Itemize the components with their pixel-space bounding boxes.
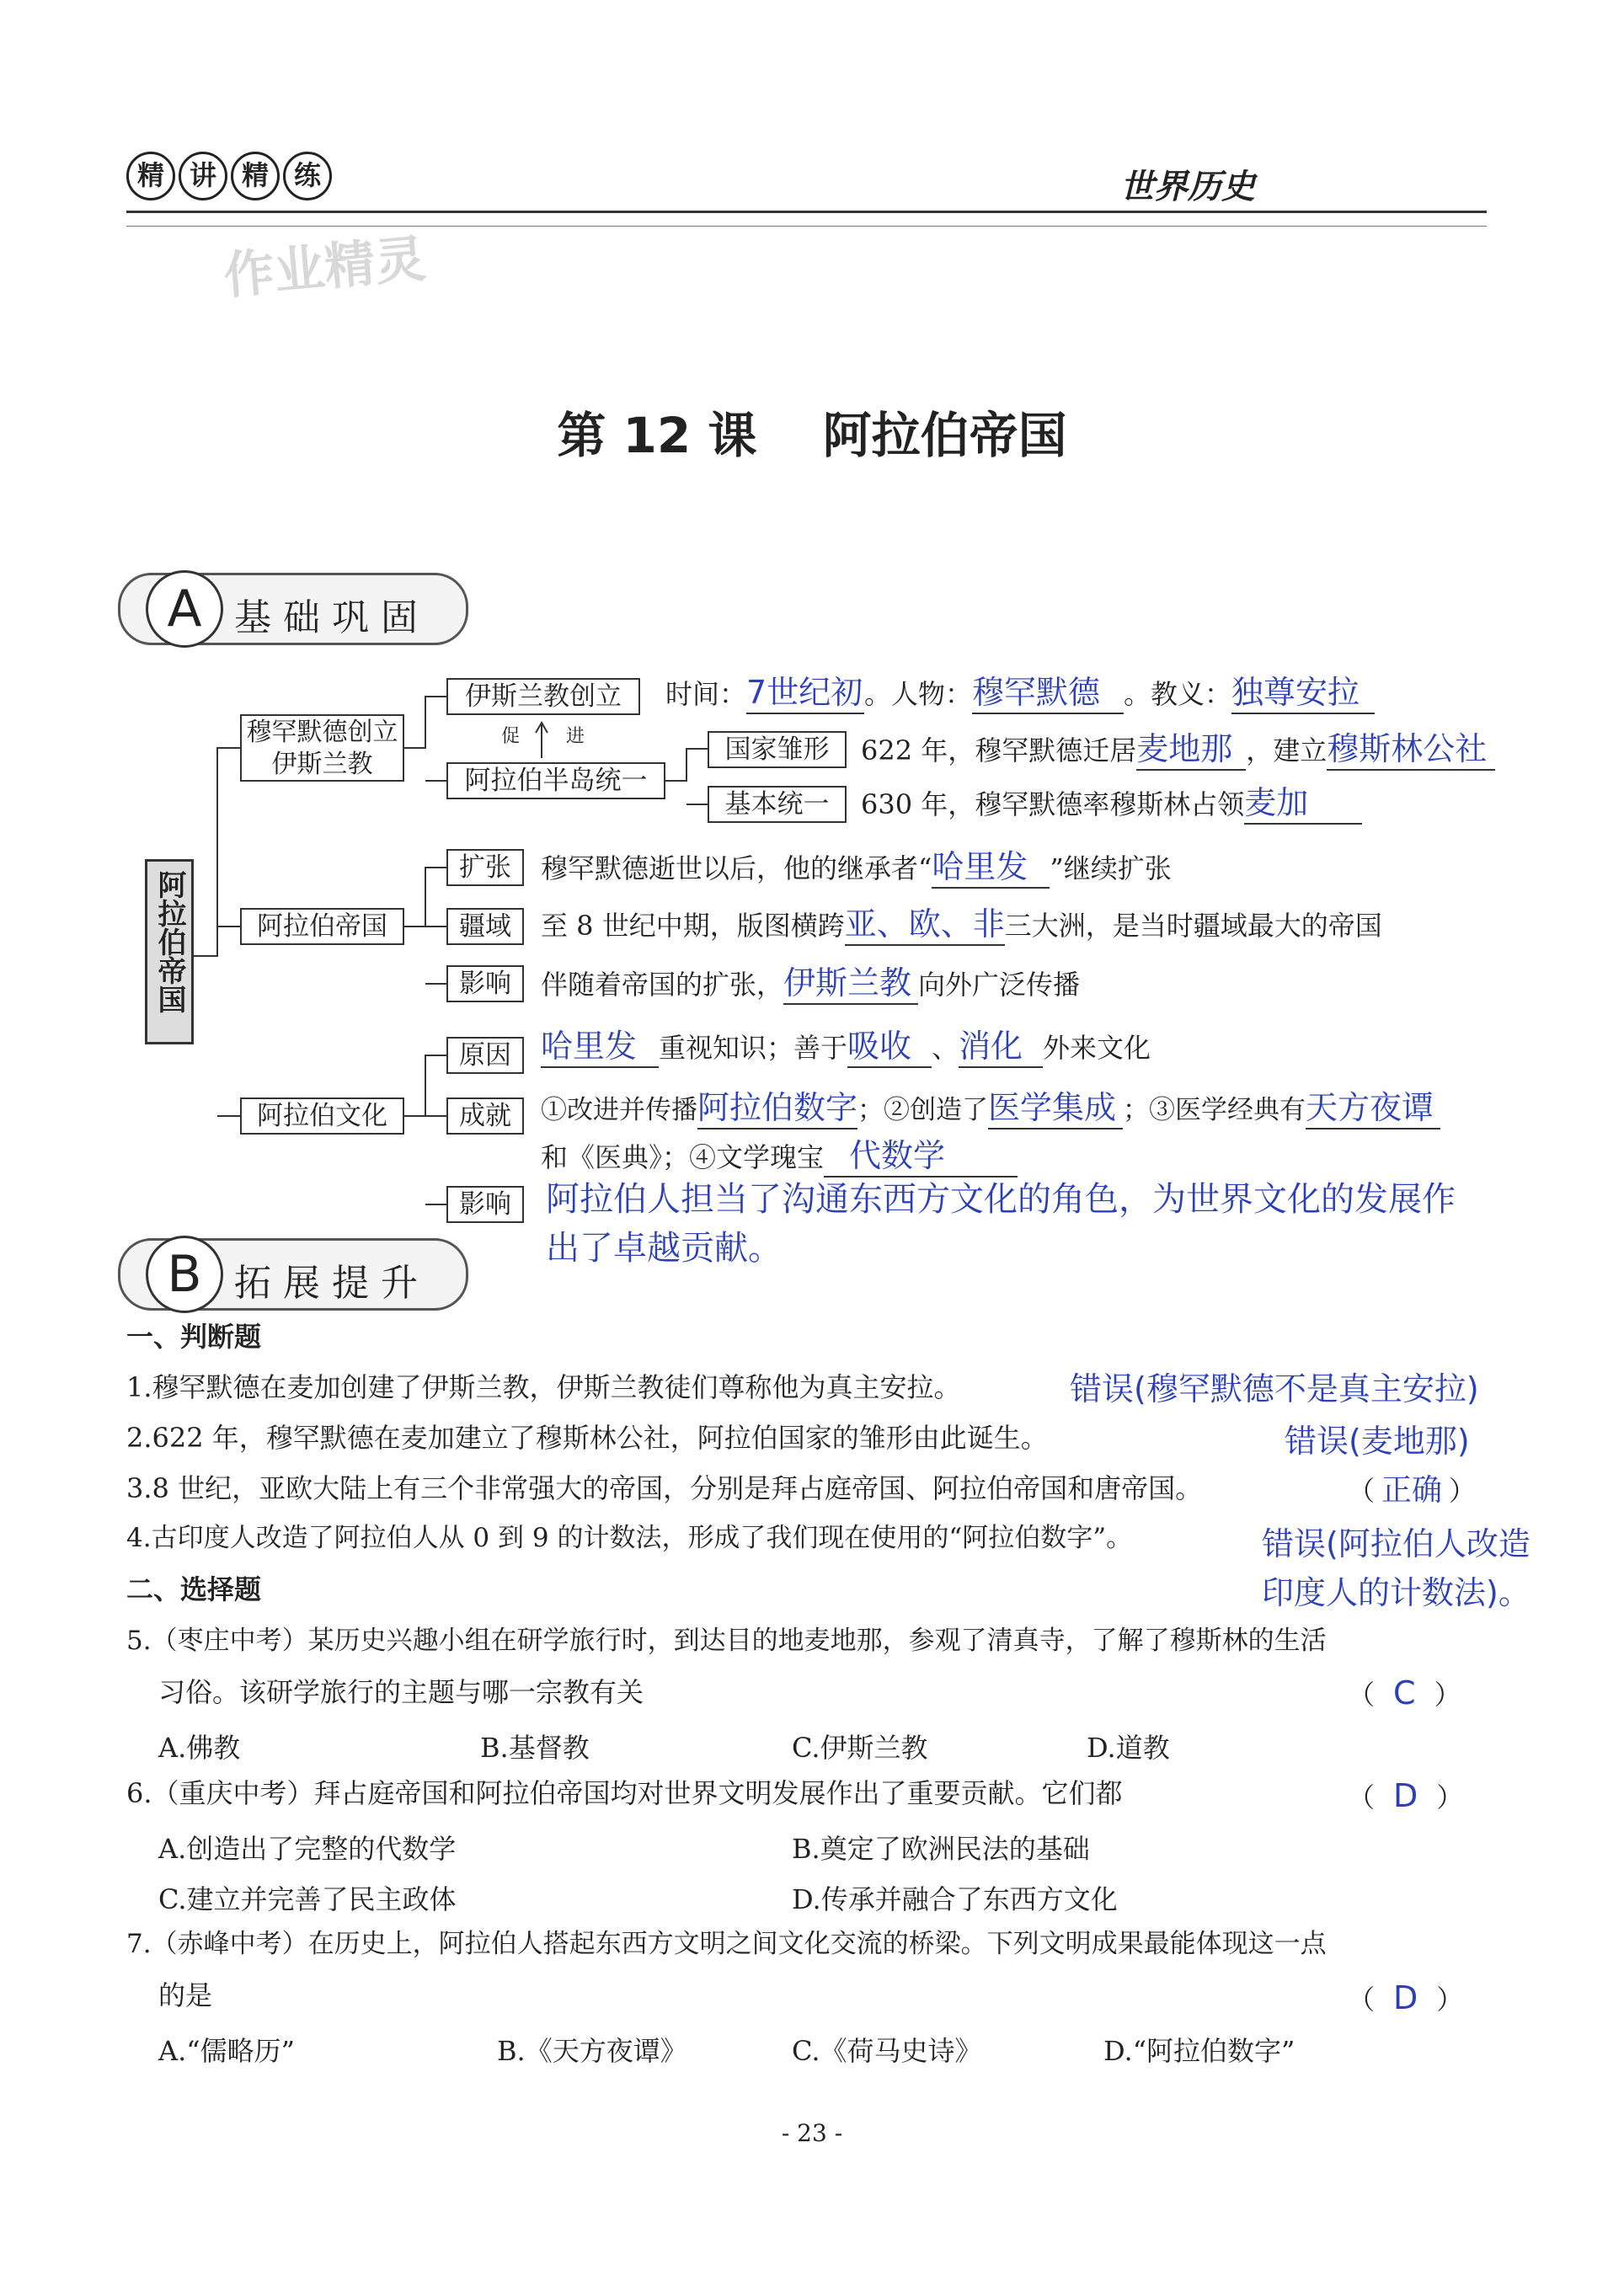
label-promote: 促 [501, 726, 521, 747]
q5-paren: （ C ） [1348, 1674, 1461, 1712]
line-influence: 伴随着帝国的扩张，伊斯兰教 向外广泛传播 [541, 964, 1080, 1005]
ans-absorb: 吸收 [847, 1028, 932, 1068]
section-b-letter: B [146, 1236, 223, 1313]
line-achievement-2: 和《医典》；④文学瑰宝 代数学 [541, 1137, 1018, 1178]
judge-ans-3: 正确 [1381, 1473, 1443, 1508]
ans-doctrine: 独尊安拉 [1231, 674, 1375, 714]
q7-option-a[interactable]: A.“儒略历” [158, 2035, 296, 2067]
judge-ans-2: 错误(麦地那) [1285, 1423, 1470, 1460]
ans-time: 7世纪初 [746, 674, 864, 714]
line-islam: 时间：7世纪初。人物：穆罕默德 。教义：独尊安拉 [665, 674, 1375, 714]
page-title: 第 12 课 阿拉伯帝国 [557, 407, 1067, 464]
judge-paren-3: （ 正确 ） [1348, 1473, 1477, 1508]
ans-caliph: 哈里发 [932, 848, 1050, 889]
badge-char: 练 [283, 152, 332, 200]
ans-islam: 伊斯兰教 [783, 964, 918, 1005]
node-reason: 原因 [446, 1037, 524, 1074]
judge-item-1: 1.穆罕默德在麦加创建了伊斯兰教，伊斯兰教徒们尊称他为真主安拉。 [126, 1371, 961, 1403]
ans-arabian-nights: 天方夜谭 [1306, 1089, 1440, 1129]
judge-heading: 一、判断题 [126, 1321, 262, 1353]
q5-answer: C [1393, 1674, 1416, 1712]
q5-option-c[interactable]: C.伊斯兰教 [792, 1732, 928, 1764]
node-unification: 阿拉伯半岛统一 [446, 762, 665, 799]
q5-option-d[interactable]: D.道教 [1087, 1732, 1170, 1764]
line-achievement: ①改进并传播阿拉伯数字；②创造了医学集成 ；③医学经典有天方夜谭 [541, 1089, 1440, 1129]
ans-commune: 穆斯林公社 [1327, 730, 1495, 771]
ans-caliph-2: 哈里发 [541, 1028, 659, 1068]
ans-medina: 麦地那 [1136, 730, 1246, 771]
q6-option-a[interactable]: A.创造出了完整的代数学 [158, 1833, 457, 1865]
node-culture: 阿拉伯文化 [240, 1097, 404, 1135]
node-basic-unification: 基本统一 [708, 786, 847, 823]
node-influence: 影响 [446, 965, 524, 1002]
q7-line-2: 的是 [158, 1979, 213, 2011]
q7-paren: （ D ） [1348, 1979, 1464, 2016]
section-b-banner [118, 1238, 468, 1311]
ans-arabic-numerals: 阿拉伯数字 [697, 1089, 857, 1129]
node-state-prototype: 国家雏形 [708, 731, 847, 768]
q6-answer: D [1393, 1777, 1418, 1814]
ans-person: 穆罕默德 [972, 674, 1124, 714]
judge-item-2: 2.622 年，穆罕默德在麦加建立了穆斯林公社，阿拉伯国家的雏形由此诞生。 [126, 1422, 1048, 1454]
line-territory: 至 8 世纪中期，版图横跨亚、欧、非三大洲，是当时疆域最大的帝国 [541, 905, 1382, 946]
node-empire: 阿拉伯帝国 [240, 908, 404, 945]
ans-digest: 消化 [959, 1028, 1043, 1068]
q7-option-c[interactable]: C.《荷马史诗》 [792, 2035, 982, 2067]
ans-algebra: 代数学 [824, 1137, 1018, 1178]
judge-item-3: 3.8 世纪，亚欧大陆上有三个非常强大的帝国，分别是拜占庭帝国、阿拉伯帝国和唐帝国。 [126, 1472, 1203, 1504]
judge-ans-4b: 印度人的计数法)。 [1262, 1574, 1531, 1611]
q7-option-b[interactable]: B.《天方夜谭》 [497, 2035, 687, 2067]
line-622: 622 年，穆罕默德迁居麦地那 ，建立穆斯林公社 [861, 730, 1495, 771]
q7-option-d[interactable]: D.“阿拉伯数字” [1103, 2035, 1295, 2067]
section-a-letter: A [146, 570, 223, 648]
node-culture-influence: 影响 [446, 1186, 524, 1223]
mindmap-root [145, 859, 194, 1044]
ans-continents: 亚、欧、非 [845, 905, 1005, 946]
section-b-label: 拓 展 提 升 [234, 1262, 418, 1305]
watermark: 作业精灵 [221, 229, 429, 307]
node-expansion: 扩张 [446, 849, 524, 886]
ans-mecca: 麦加 [1244, 784, 1362, 825]
q5-option-b[interactable]: B.基督教 [480, 1732, 590, 1764]
badge-char: 讲 [179, 152, 227, 200]
q6-option-d[interactable]: D.传承并融合了东西方文化 [792, 1883, 1118, 1915]
label-advance: 进 [566, 726, 585, 747]
q5-line-1: 5.（枣庄中考）某历史兴趣小组在研学旅行时，到达目的地麦地那，参观了清真寺，了解了穆斯林的生活 [126, 1626, 1327, 1656]
q6-option-c[interactable]: C.建立并完善了民主政体 [158, 1883, 457, 1915]
header-subject: 世界历史 [1120, 167, 1255, 206]
badge-char: 精 [231, 152, 280, 200]
choice-heading: 二、选择题 [126, 1573, 262, 1605]
line-expansion: 穆罕默德逝世以后，他的继承者“哈里发 ”继续扩张 [541, 848, 1172, 889]
q5-line-2: 习俗。该研学旅行的主题与哪一宗教有关 [158, 1676, 644, 1708]
badge-char: 精 [126, 152, 175, 200]
node-muhammad: 穆罕默德创立伊斯兰教 [240, 714, 404, 782]
ans-culture-influence: 阿拉伯人担当了沟通东西方文化的角色，为世界文化的发展作出了卓越贡献。 [546, 1180, 1456, 1268]
judge-ans-4a: 错误(阿拉伯人改造 [1262, 1525, 1531, 1562]
q5-option-a[interactable]: A.佛教 [158, 1732, 241, 1764]
node-achievement: 成就 [446, 1097, 524, 1135]
q6-line-1: 6.（重庆中考）拜占庭帝国和阿拉伯帝国均对世界文明发展作出了重要贡献。它们都 [126, 1777, 1123, 1809]
judge-item-4: 4.古印度人改造了阿拉伯人从 0 到 9 的计数法，形成了我们现在使用的“阿拉伯数字”。 [126, 1523, 1133, 1553]
line-630: 630 年，穆罕默德率穆斯林占领麦加 [861, 784, 1362, 825]
line-reason: 哈里发 重视知识；善于吸收 、消化 外来文化 [541, 1028, 1151, 1068]
section-a-label: 基 础 巩 固 [234, 596, 418, 639]
q6-paren: （ D ） [1348, 1777, 1464, 1814]
judge-ans-1: 错误(穆罕默德不是真主安拉) [1070, 1370, 1479, 1407]
mindmap-root-label: 阿拉伯帝国 [152, 870, 186, 1013]
q7-answer: D [1393, 1979, 1418, 2016]
q6-option-b[interactable]: B.奠定了欧洲民法的基础 [792, 1833, 1090, 1865]
node-islam-founded: 伊斯兰教创立 [446, 678, 640, 715]
q7-line-1: 7.（赤峰中考）在历史上，阿拉伯人搭起东西方文明之间文化交流的桥梁。下列文明成果最能体现这一点 [126, 1929, 1327, 1959]
page-number: - 23 - [781, 2119, 843, 2147]
node-territory: 疆域 [446, 908, 524, 945]
ans-medical: 医学集成 [988, 1089, 1123, 1129]
